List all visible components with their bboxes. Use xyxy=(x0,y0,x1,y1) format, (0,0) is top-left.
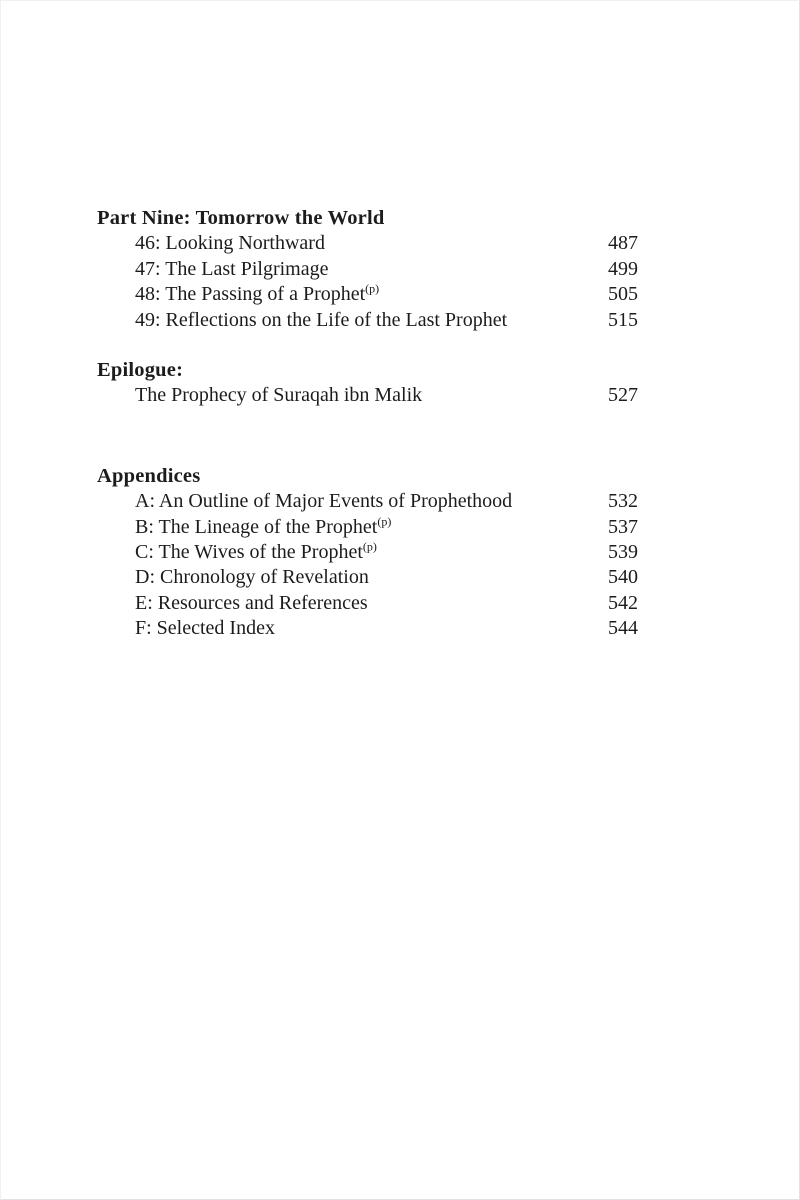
toc-entry xyxy=(97,540,638,565)
toc-section-part-nine xyxy=(97,206,638,333)
entry-label-text: C: The Wives of the Prophet xyxy=(135,541,363,564)
toc-section-appendices xyxy=(97,464,638,642)
toc-entry xyxy=(97,383,638,408)
entry-superscript: (p) xyxy=(377,514,392,528)
toc-entry xyxy=(97,257,638,282)
toc-entry xyxy=(97,591,638,616)
entry-page-number: 527 xyxy=(608,384,638,407)
toc-entry xyxy=(97,282,638,307)
toc-entry xyxy=(97,489,638,514)
entry-superscript: (p) xyxy=(365,281,380,296)
entry-page-number: 487 xyxy=(608,232,638,255)
entry-page-number: 544 xyxy=(608,617,638,640)
entry-label-text: 47: The Last Pilgrimage xyxy=(135,257,329,280)
section-heading: Appendices xyxy=(97,464,201,487)
entry-title xyxy=(135,489,512,514)
entry-title xyxy=(135,540,377,565)
entry-title xyxy=(135,591,368,616)
entry-title xyxy=(135,231,325,256)
table-of-contents xyxy=(1,1,799,642)
toc-section-epilogue xyxy=(97,358,638,409)
entry-label-text: D: Chronology of Revelation xyxy=(135,566,369,589)
entry-title xyxy=(135,616,275,641)
entry-label-text: F: Selected Index xyxy=(135,617,275,640)
entry-page-number: 537 xyxy=(608,515,638,538)
entry-label-text: 46: Looking Northward xyxy=(135,232,325,255)
toc-entry xyxy=(97,231,638,256)
entry-title xyxy=(135,515,391,540)
entry-label-text: E: Resources and References xyxy=(135,591,368,614)
entry-page-number: 542 xyxy=(608,591,638,614)
toc-entry xyxy=(97,565,638,590)
entry-page-number: 539 xyxy=(608,541,638,564)
entry-title xyxy=(135,565,369,590)
entry-page-number: 505 xyxy=(608,283,638,306)
entry-page-number: 499 xyxy=(608,257,638,280)
entry-page-number: 532 xyxy=(608,490,638,513)
entry-title xyxy=(135,282,379,307)
entry-label-text: The Prophecy of Suraqah ibn Malik xyxy=(135,384,423,407)
entry-title xyxy=(135,257,329,282)
entry-page-number: 540 xyxy=(608,566,638,589)
section-heading: Epilogue: xyxy=(97,359,184,382)
entry-label-text: A: An Outline of Major Events of Prophethood xyxy=(135,490,513,513)
entry-title xyxy=(135,383,422,408)
entry-label-text: B: The Lineage of the Prophet xyxy=(135,515,378,538)
entry-label-text: 48: The Passing of a Prophet xyxy=(135,283,366,306)
toc-entry xyxy=(97,515,638,540)
toc-entry xyxy=(97,308,638,333)
toc-entry xyxy=(97,616,638,641)
entry-label-text: 49: Reflections on the Life of the Last Prophet xyxy=(135,308,508,331)
section-heading: Part Nine: Tomorrow the World xyxy=(97,207,385,229)
entry-superscript: (p) xyxy=(362,539,377,554)
entry-title xyxy=(135,308,507,333)
entry-page-number: 515 xyxy=(608,308,638,331)
